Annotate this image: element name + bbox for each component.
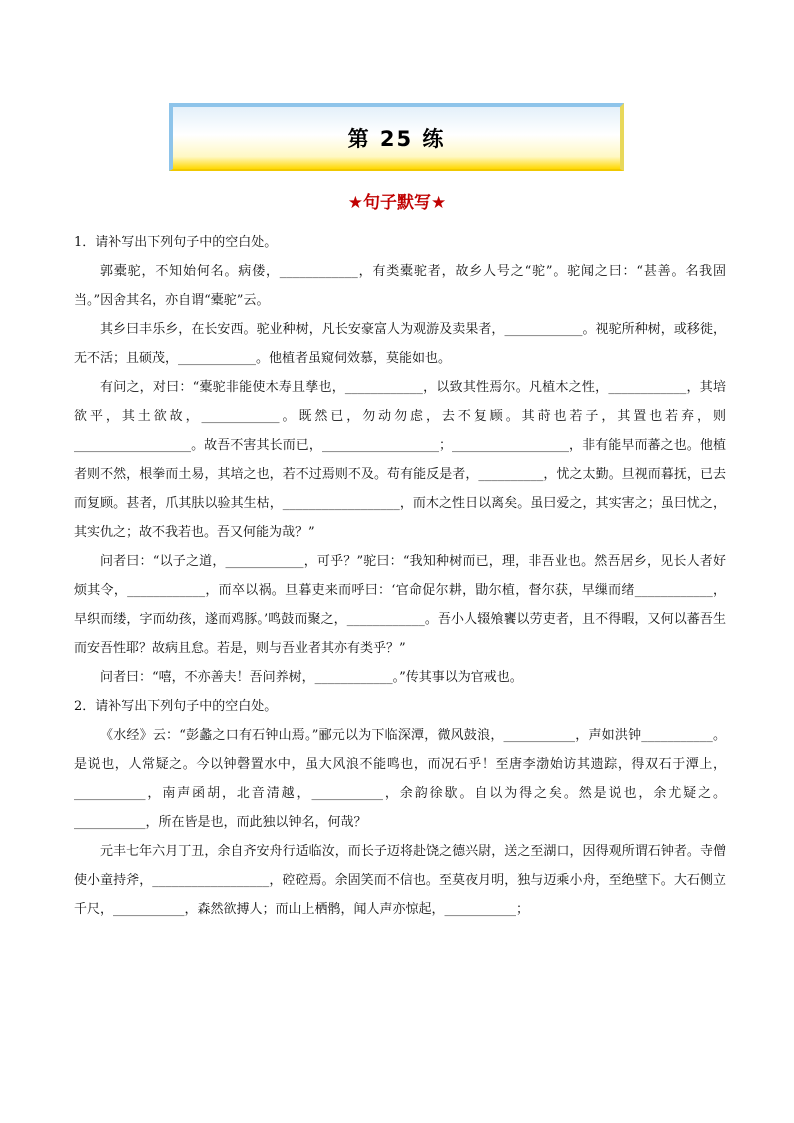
question-1-paragraph: 其乡曰丰乐乡，在长安西。驼业种树，凡长安豪富人为观游及卖果者，____________。视驼所种树，或移徙，无不活；且硕茂，____________。他植者虽窥伺效慕，莫能如也。 [74, 322, 726, 366]
question-1-paragraph: 问者曰：“嘻，不亦善夫！吾问养树，____________。”传其事以为官戒也。 [100, 670, 523, 685]
question-1-prompt: 1．请补写出下列句子中的空白处。 [74, 235, 278, 250]
question-2-paragraph: 元丰七年六月丁丑，余自齐安舟行适临汝，而长子迈将赴饶之德兴尉，送之至湖口，因得观所谓石钟者。寺僧使小童持斧，__________________，硿硿焉。余固笑而不信也。至莫夜月明，独与迈乘小舟，至绝壁下。大石侧立千尺，___________，森然欲搏人；而山上栖鹘，闻人声亦惊起，___________； [74, 844, 726, 917]
section-subtitle: ★句子默写★ [347, 193, 447, 213]
document-body [74, 228, 726, 924]
question-1-paragraph: 问者曰：“以子之道，____________，可乎？”驼曰：“我知种树而已，理，非吾业也。然吾居乡，见长人者好烦其令，____________，而卒以祸。旦暮吏来而呼曰：‘官命促尔耕，勖尔植，督尔获，早缫而绪____________，早织而缕，字而幼孩，遂而鸡豚。’鸣鼓而聚之，____________。吾小人辍飧饔以劳吏者，且不得暇，又何以蕃吾生而安吾性耶？故病且怠。若是，则与吾业者其亦有类乎？” [74, 554, 726, 656]
question-1-paragraph: 有问之，对曰：“橐驼非能使木寿且孳也，____________，以致其性焉尔。凡植木之性，____________，其培欲平，其土欲故，____________。既然已，勿动勿虑，去不复顾。其莳也若子，其置也若弃，则__________________。故吾不害其长而已，__________________；__________________，非有能早而蕃之也。他植者则不然，根拳而土易，其培之也，若不过焉则不及。苟有能反是者，__________，忧之太勤。旦视而暮抚，已去而复顾。甚者，爪其肤以验其生枯，__________________，而木之性日以离矣。虽曰爱之，其实害之；虽曰忧之，其实仇之；故不我若也。吾又何能为哉？” [74, 380, 726, 540]
title-banner [169, 103, 624, 171]
question-2-prompt: 2．请补写出下列句子中的空白处。 [74, 699, 278, 714]
question-1-paragraph: 郭橐驼，不知始何名。病偻，____________，有类橐驼者，故乡人号之“驼”。驼闻之曰：“甚善。名我固当。”因舍其名，亦自谓“橐驼”云。 [74, 264, 726, 308]
page-title: 第 25 练 [347, 127, 446, 151]
question-2-paragraph: 《水经》云：“彭蠡之口有石钟山焉。”郦元以为下临深潭，微风鼓浪，___________，声如洪钟___________。是说也，人常疑之。今以钟磬置水中，虽大风浪不能鸣也，而况石乎！至唐李渤始访其遗踪，得双石于潭上，___________，南声函胡，北音清越，___________，余韵徐歇。自以为得之矣。然是说也，余尤疑之。___________，所在皆是也，而此独以钟名，何哉？ [74, 728, 726, 830]
